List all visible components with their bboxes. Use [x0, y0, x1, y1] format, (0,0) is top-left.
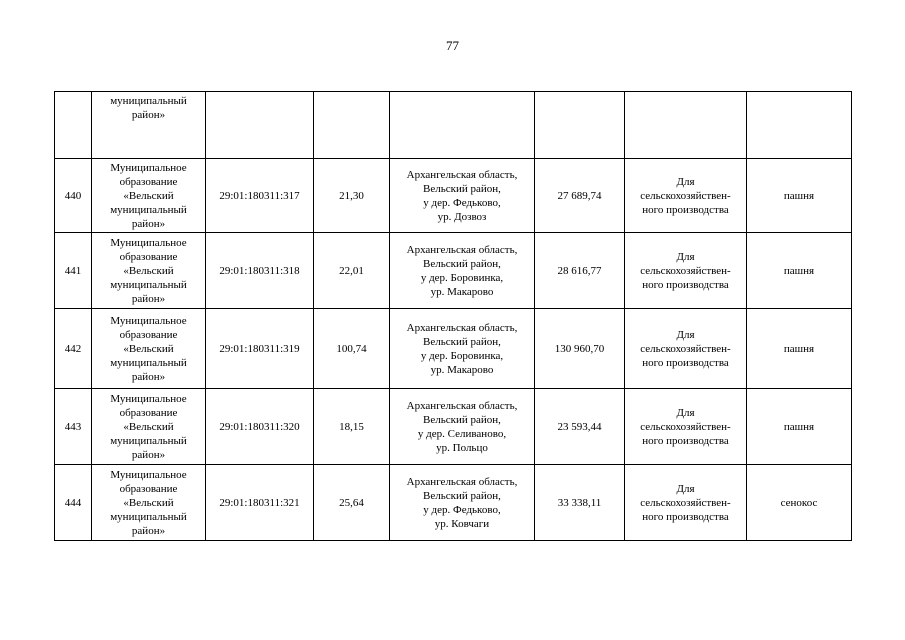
cell-land-type	[747, 92, 852, 159]
owner-line: образование	[119, 328, 178, 341]
address-line: у дер. Боровинка,	[420, 271, 504, 284]
cell-owner	[92, 389, 206, 465]
cell-area: 22,01	[314, 233, 390, 309]
purpose-line: ного производства	[642, 434, 729, 447]
cell-area	[314, 92, 390, 159]
address-line: у дер. Федьково,	[423, 503, 501, 516]
cell-value: 33 338,11	[535, 465, 625, 541]
cell-area: 100,74	[314, 309, 390, 389]
address-line: Архангельская область,	[406, 243, 518, 256]
page-number: 77	[446, 38, 459, 53]
purpose-line: ного производства	[642, 510, 729, 523]
purpose-line: Для	[676, 175, 695, 188]
address-line: у дер. Федьково,	[423, 196, 501, 209]
address-line: Вельский район,	[423, 257, 501, 270]
cell-num: 441	[55, 233, 92, 309]
cell-address	[390, 389, 535, 465]
cell-area: 25,64	[314, 465, 390, 541]
cell-address	[390, 159, 535, 233]
owner-line: Муниципальное	[110, 392, 187, 405]
purpose-line: ного производства	[642, 278, 729, 291]
table-row	[55, 309, 852, 389]
owner-line: муниципальный	[110, 434, 187, 447]
cell-address	[390, 92, 535, 159]
cell-purpose	[625, 389, 747, 465]
table-row	[55, 159, 852, 233]
cell-num: 443	[55, 389, 92, 465]
owner-line: «Вельский	[123, 420, 174, 433]
owner-line: район»	[131, 370, 166, 383]
purpose-line: сельскохозяйствен-	[640, 189, 731, 202]
cell-num: 444	[55, 465, 92, 541]
address-line: Архангельская область,	[406, 475, 518, 488]
cell-address	[390, 309, 535, 389]
owner-line: район»	[131, 292, 166, 305]
cell-owner	[92, 465, 206, 541]
address-line: Вельский район,	[423, 413, 501, 426]
cell-purpose	[625, 233, 747, 309]
land-registry-table	[54, 91, 852, 541]
owner-line: муниципальный	[110, 203, 187, 216]
owner-line: Муниципальное	[110, 314, 187, 327]
purpose-line: сельскохозяйствен-	[640, 342, 731, 355]
owner-line: район»	[131, 524, 166, 537]
cell-cadastral: 29:01:180311:318	[206, 233, 314, 309]
address-line: Вельский район,	[423, 335, 501, 348]
cell-land-type: сенокос	[747, 465, 852, 541]
cell-owner	[92, 309, 206, 389]
address-line: ур. Польцо	[436, 441, 488, 454]
cell-purpose	[625, 309, 747, 389]
cell-num: 440	[55, 159, 92, 233]
address-line: у дер. Боровинка,	[420, 349, 504, 362]
cell-address	[390, 233, 535, 309]
owner-line: муниципальный	[110, 95, 187, 107]
owner-line: район»	[131, 109, 166, 121]
address-line: Архангельская область,	[406, 399, 518, 412]
cell-owner	[92, 159, 206, 233]
purpose-line: Для	[676, 328, 695, 341]
cell-purpose	[625, 92, 747, 159]
owner-line: муниципальный	[110, 356, 187, 369]
purpose-line: сельскохозяйствен-	[640, 420, 731, 433]
cell-area: 18,15	[314, 389, 390, 465]
owner-line: Муниципальное	[110, 236, 187, 249]
cell-owner	[92, 233, 206, 309]
cell-value: 28 616,77	[535, 233, 625, 309]
purpose-line: Для	[676, 406, 695, 419]
owner-line: образование	[119, 175, 178, 188]
table-row	[55, 233, 852, 309]
purpose-line: сельскохозяйствен-	[640, 264, 731, 277]
purpose-line: сельскохозяйствен-	[640, 496, 731, 509]
owner-line: образование	[119, 406, 178, 419]
owner-line: «Вельский	[123, 264, 174, 277]
cell-num: 442	[55, 309, 92, 389]
owner-line: образование	[119, 250, 178, 263]
address-line: у дер. Селиваново,	[417, 427, 507, 440]
address-line: Вельский район,	[423, 489, 501, 502]
cell-land-type: пашня	[747, 233, 852, 309]
address-line: Архангельская область,	[406, 321, 518, 334]
address-line: ур. Макарово	[430, 285, 494, 298]
owner-line: Муниципальное	[110, 468, 187, 481]
purpose-line: ного производства	[642, 356, 729, 369]
owner-line: «Вельский	[123, 189, 174, 202]
table-row	[55, 389, 852, 465]
cell-area: 21,30	[314, 159, 390, 233]
cell-cadastral: 29:01:180311:319	[206, 309, 314, 389]
purpose-line: Для	[676, 250, 695, 263]
cell-land-type: пашня	[747, 159, 852, 233]
cell-value: 130 960,70	[535, 309, 625, 389]
address-line: ур. Ковчаги	[434, 517, 490, 530]
cell-purpose	[625, 159, 747, 233]
address-line: ур. Макарово	[430, 363, 494, 376]
cell-cadastral: 29:01:180311:320	[206, 389, 314, 465]
cell-land-type: пашня	[747, 309, 852, 389]
cell-address	[390, 465, 535, 541]
cell-cadastral: 29:01:180311:317	[206, 159, 314, 233]
owner-line: Муниципальное	[110, 161, 187, 174]
cell-land-type: пашня	[747, 389, 852, 465]
address-line: Вельский район,	[423, 182, 501, 195]
address-line: ур. Дозвоз	[437, 210, 487, 223]
cell-value: 27 689,74	[535, 159, 625, 233]
owner-line: муниципальный	[110, 510, 187, 523]
cell-owner	[92, 92, 206, 159]
cell-value	[535, 92, 625, 159]
table-row	[55, 465, 852, 541]
purpose-line: ного производства	[642, 203, 729, 216]
cell-value: 23 593,44	[535, 389, 625, 465]
cell-num	[55, 92, 92, 159]
owner-line: муниципальный	[110, 278, 187, 291]
owner-line: «Вельский	[123, 342, 174, 355]
table-row-continuation	[55, 92, 852, 159]
owner-line: «Вельский	[123, 496, 174, 509]
owner-line: район»	[131, 217, 166, 230]
cell-cadastral	[206, 92, 314, 159]
cell-cadastral: 29:01:180311:321	[206, 465, 314, 541]
address-line: Архангельская область,	[406, 168, 518, 181]
owner-line: образование	[119, 482, 178, 495]
cell-purpose	[625, 465, 747, 541]
purpose-line: Для	[676, 482, 695, 495]
owner-line: район»	[131, 448, 166, 461]
